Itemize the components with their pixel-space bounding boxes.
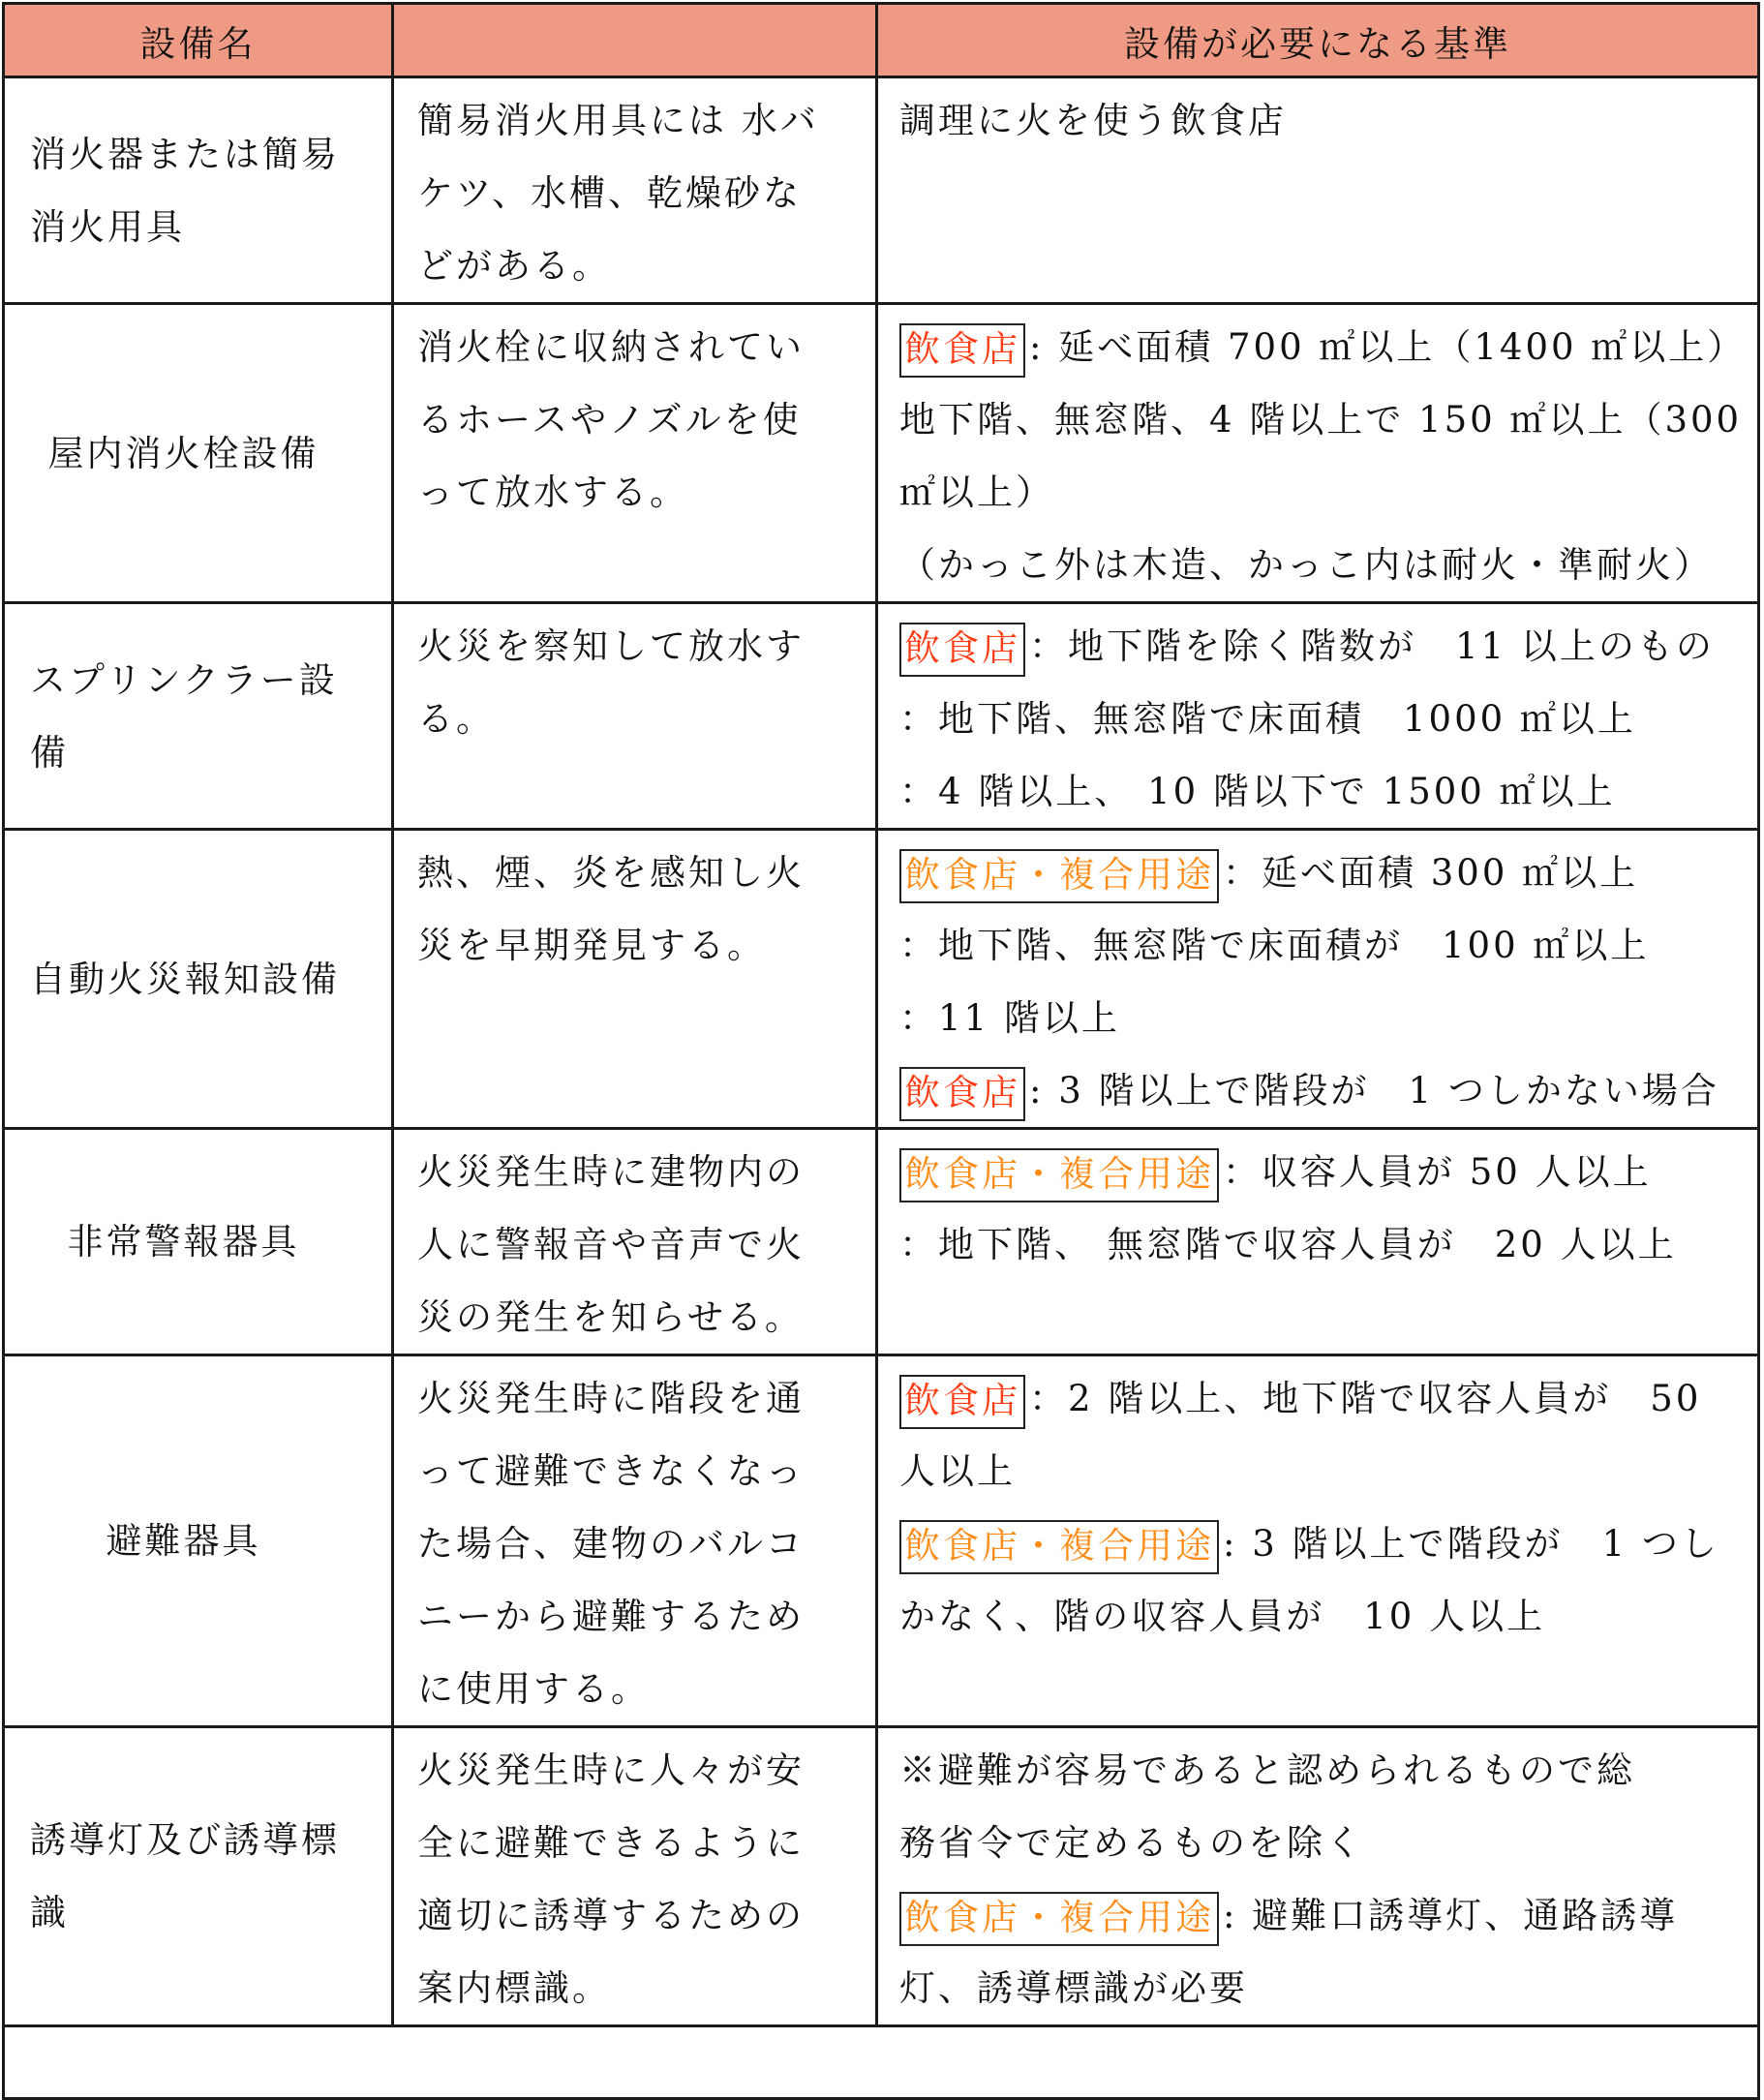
description-line: 簡易消火用具には 水バ (417, 100, 819, 141)
description-line: って避難できなくなっ (417, 1450, 805, 1492)
criteria-text: : 避難口誘導灯、通路誘導 (1223, 1895, 1679, 1936)
equipment-name-line: 誘導灯及び誘導標 (30, 1819, 340, 1861)
equipment-name-line: スプリンクラー設 (30, 658, 338, 701)
description-line: 災を早期発見する。 (417, 925, 766, 966)
restaurant-tag: 飲食店 (899, 1375, 1025, 1429)
criteria-line (899, 1734, 1753, 1807)
criteria-line (899, 1580, 1753, 1653)
description-line: るホースやノズルを使 (417, 399, 802, 441)
criteria-text: 務省令で定めるものを除く (899, 1822, 1364, 1864)
description-cell (393, 304, 877, 603)
description-cell (393, 1355, 877, 1727)
equipment-name-line: 消火用具 (30, 205, 185, 248)
header-description (393, 4, 877, 77)
table-row (4, 77, 1759, 304)
description-line: 火災発生時に階段を通 (417, 1378, 805, 1419)
criteria-cell (877, 1355, 1759, 1727)
equipment-name-cell (4, 304, 393, 603)
criteria-cell (877, 1129, 1759, 1355)
description-line: る。 (417, 698, 495, 740)
criteria-text: 灯、誘導標識が必要 (899, 1967, 1248, 2009)
description-line: 消火栓に収納されてい (417, 326, 805, 368)
description-line: 全に避難できるように (417, 1822, 805, 1864)
description-cell (393, 830, 877, 1129)
equipment-name-line: 屋内消火栓設備 (47, 432, 319, 474)
criteria-text: ：2 階以上、地下階で収容人員が 50 (1029, 1378, 1702, 1419)
empty-row (4, 2026, 1759, 2099)
criteria-line (899, 982, 1753, 1054)
criteria-line (899, 84, 1753, 157)
description-cell (393, 1727, 877, 2026)
description-line: どがある。 (417, 245, 611, 287)
equipment-name-cell (4, 830, 393, 1129)
criteria-text: ※避難が容易であると認められるもので総 (899, 1750, 1635, 1791)
criteria-text: : 3 階以上で階段が 1 つし (1223, 1523, 1719, 1565)
description-line: 熱、煙、炎を感知し火 (417, 852, 805, 894)
table-row (4, 1727, 1759, 2026)
equipment-name-line: 非常警報器具 (67, 1221, 300, 1263)
criteria-line (899, 1952, 1753, 2024)
criteria-cell (877, 304, 1759, 603)
equipment-name-cell (4, 1727, 393, 2026)
table-row (4, 830, 1759, 1129)
description-line: ケツ、水槽、乾燥砂な (417, 172, 803, 214)
description-line: に使用する。 (417, 1668, 650, 1710)
equipment-name-cell (4, 77, 393, 304)
equipment-name-cell (4, 1355, 393, 1727)
criteria-text: ：4 階以上、 10 階以下で 1500 ㎡以上 (899, 771, 1616, 812)
description-line: 火災発生時に人々が安 (417, 1750, 805, 1791)
restaurant-tag: 飲食店 (899, 323, 1025, 378)
description-line: 適切に誘導するための (417, 1895, 805, 1936)
criteria-line (899, 1507, 1753, 1580)
header-equipment-name: 設備名 (4, 4, 393, 77)
description-line: 案内標識。 (417, 1967, 611, 2009)
description-line: 火災発生時に建物内の (417, 1151, 805, 1193)
table-row (4, 304, 1759, 603)
criteria-line (899, 1362, 1753, 1435)
criteria-line (899, 1054, 1753, 1127)
criteria-text: 地下階、無窓階、4 階以上で 150 ㎡以上（300 (899, 399, 1743, 441)
mixed-use-tag: 飲食店・複合用途 (899, 1520, 1219, 1574)
criteria-text: 調理に火を使う飲食店 (899, 100, 1287, 141)
criteria-line (899, 837, 1753, 909)
criteria-text: ：地下階、無窓階で床面積が 100 ㎡以上 (899, 925, 1650, 966)
criteria-line (899, 1807, 1753, 1879)
criteria-line (899, 610, 1753, 683)
criteria-text: ：収容人員が 50 人以上 (1223, 1151, 1652, 1193)
equipment-name-line: 識 (30, 1892, 69, 1933)
description-line: た場合、建物のバルコ (417, 1523, 805, 1565)
criteria-text: ：11 階以上 (899, 997, 1120, 1039)
description-line: 火災を察知して放水す (417, 625, 805, 667)
criteria-text: ：地下階、 無窓階で収容人員が 20 人以上 (899, 1224, 1677, 1265)
criteria-text: : 延べ面積 700 ㎡以上（1400 ㎡以上） (1029, 326, 1747, 368)
criteria-cell (877, 77, 1759, 304)
criteria-line (899, 1435, 1753, 1507)
criteria-text: : 3 階以上で階段が 1 つしかない場合 (1029, 1070, 1719, 1111)
criteria-line (899, 529, 1753, 601)
description-cell (393, 603, 877, 830)
criteria-text: （かっこ外は木造、かっこ内は耐火・準耐火） (899, 544, 1713, 586)
fire-equipment-table (2, 2, 1760, 2100)
table-row (4, 603, 1759, 830)
mixed-use-tag: 飲食店・複合用途 (899, 849, 1219, 903)
criteria-text: ：地下階、無窓階で床面積 1000 ㎡以上 (899, 698, 1636, 740)
description-line: 人に警報音や音声で火 (417, 1224, 805, 1265)
equipment-name-cell (4, 1129, 393, 1355)
criteria-line (899, 1136, 1753, 1208)
criteria-text: ㎡以上） (899, 472, 1054, 513)
criteria-line (899, 909, 1753, 982)
criteria-cell (877, 603, 1759, 830)
criteria-cell (877, 830, 1759, 1129)
criteria-text: ：地下階を除く階数が 11 以上のもの (1029, 625, 1715, 667)
mixed-use-tag: 飲食店・複合用途 (899, 1148, 1219, 1202)
criteria-line (899, 755, 1753, 828)
criteria-text: かなく、階の収容人員が 10 人以上 (899, 1596, 1546, 1637)
empty-cell (4, 2026, 1759, 2099)
criteria-line (899, 311, 1753, 383)
criteria-line (899, 1208, 1753, 1281)
header-criteria: 設備が必要になる基準 (877, 4, 1759, 77)
description-line: ニーから避難するため (417, 1596, 805, 1637)
criteria-line (899, 1879, 1753, 1952)
equipment-name-line: 自動火災報知設備 (30, 958, 340, 1000)
description-line: 災の発生を知らせる。 (417, 1296, 804, 1338)
mixed-use-tag: 飲食店・複合用途 (899, 1892, 1219, 1946)
table-row (4, 1355, 1759, 1727)
header-row (4, 4, 1759, 77)
description-cell (393, 77, 877, 304)
criteria-line (899, 683, 1753, 755)
equipment-name-line: 避難器具 (106, 1520, 261, 1562)
equipment-name-cell (4, 603, 393, 830)
equipment-name-line: 備 (30, 731, 69, 774)
description-line: って放水する。 (417, 472, 688, 513)
criteria-line (899, 383, 1753, 456)
restaurant-tag: 飲食店 (899, 1067, 1025, 1121)
criteria-text: ：延べ面積 300 ㎡以上 (1223, 852, 1639, 894)
criteria-line (899, 456, 1753, 529)
criteria-text: 人以上 (899, 1450, 1016, 1492)
description-cell (393, 1129, 877, 1355)
table-row (4, 1129, 1759, 1355)
criteria-cell (877, 1727, 1759, 2026)
restaurant-tag: 飲食店 (899, 623, 1025, 677)
equipment-name-line: 消火器または簡易 (30, 133, 340, 175)
